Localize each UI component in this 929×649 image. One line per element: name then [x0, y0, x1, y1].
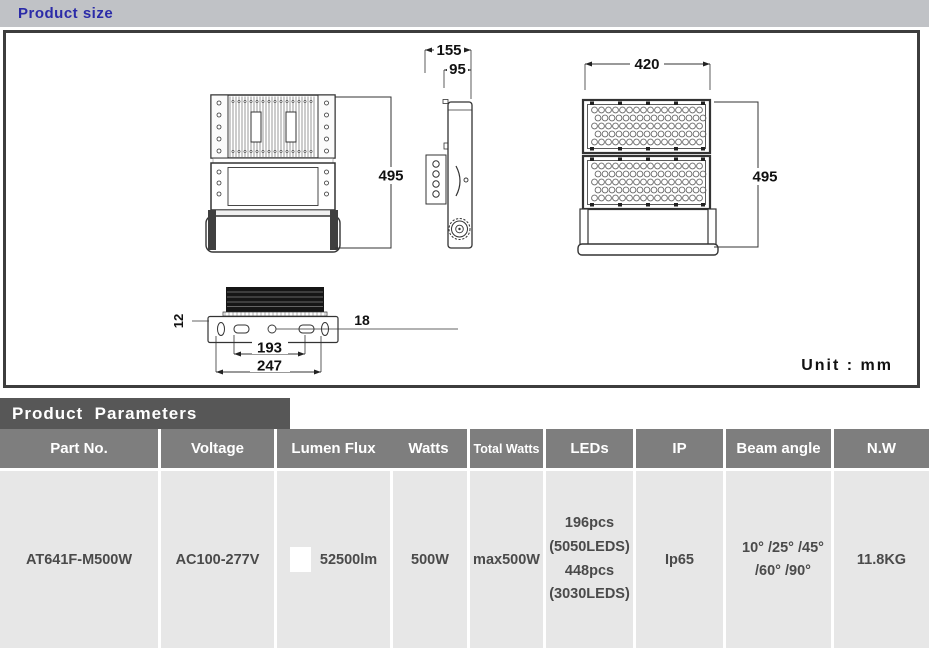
- cell-watts: 500W: [390, 468, 467, 648]
- dim-label-slot-width: 12: [171, 313, 186, 329]
- table-data-row: [0, 468, 929, 648]
- product-parameters-header-bar: [0, 398, 290, 429]
- cell-part-no: AT641F-M500W: [0, 468, 158, 648]
- dim-label-front-width: 420: [634, 56, 660, 73]
- col-header-watts: Watts: [390, 429, 467, 468]
- top-view-drawing: [171, 287, 458, 375]
- product-size-header-bar: [0, 0, 929, 27]
- cell-net-weight: 11.8KG: [831, 468, 929, 648]
- led-module-top: [592, 107, 706, 145]
- col-header-voltage: Voltage: [158, 429, 274, 468]
- cell-total-watts: max500W: [467, 468, 543, 648]
- product-parameters-title: Product Parameters: [12, 403, 198, 423]
- dim-label-side-width: 155: [436, 42, 462, 59]
- table-header-row: [0, 429, 929, 468]
- led-module-bottom: [592, 163, 706, 201]
- cell-lumen-flux: [274, 468, 390, 648]
- cell-voltage: AC100-277V: [158, 468, 274, 648]
- dim-label-hole-span-outer: 247: [256, 357, 283, 375]
- col-header-ip: IP: [633, 429, 723, 468]
- dim-label-slot-length: 18: [354, 312, 370, 328]
- leds-line-4: (3030LEDS): [549, 586, 630, 603]
- leds-line-3: 448pcs: [564, 562, 615, 579]
- technical-drawing: [6, 33, 917, 385]
- side-view-drawing: [425, 42, 472, 248]
- dim-label-side-inner-width: 95: [449, 61, 466, 78]
- lumen-flux-value: 52500lm: [319, 551, 378, 568]
- product-size-title: Product size: [18, 5, 114, 22]
- product-size-drawing-panel: [3, 30, 920, 388]
- col-header-lumen-flux: Lumen Flux: [274, 429, 390, 468]
- leds-line-1: 196pcs: [564, 514, 615, 531]
- beam-angle-line-2: /60° /90°: [755, 562, 811, 579]
- unit-label: Unit : mm: [801, 357, 893, 374]
- dim-label-front-height: 495: [752, 168, 778, 186]
- bracket-arm-left: [580, 209, 588, 247]
- back-view-drawing: [206, 95, 409, 252]
- col-header-part-no: Part No.: [0, 429, 158, 468]
- col-header-leds: LEDs: [543, 429, 633, 468]
- cell-ip: Ip65: [633, 468, 723, 648]
- bracket-arm-right: [708, 209, 716, 247]
- flange-holes-top: [217, 101, 329, 153]
- dim-label-back-height: 495: [378, 167, 404, 185]
- col-header-total-watts: Total Watts: [467, 429, 543, 468]
- beam-angle-line-1: 10° /25° /45°: [742, 540, 824, 557]
- col-header-beam-angle: Beam angle: [723, 429, 831, 468]
- dim-label-hole-span-inner: 193: [256, 339, 283, 357]
- col-header-nw: N.W: [831, 429, 929, 468]
- cell-beam-angle: [723, 468, 831, 648]
- mounting-bracket-bar: [578, 244, 718, 255]
- front-view-drawing: [578, 56, 783, 255]
- white-color-swatch: [290, 547, 311, 572]
- leds-line-2: (5050LEDS): [549, 538, 630, 555]
- parameters-table: [0, 429, 929, 648]
- cell-leds: [543, 468, 633, 648]
- heatsink-block: [226, 287, 324, 312]
- heatsink-fins: [230, 97, 314, 158]
- flange-holes-bottom: [217, 170, 329, 196]
